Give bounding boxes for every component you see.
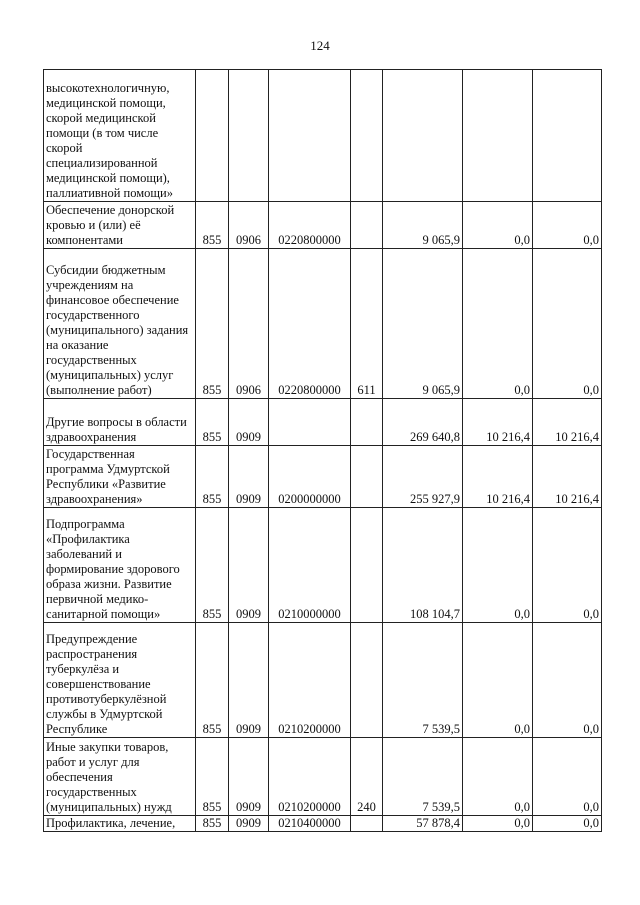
cell-amount: 255 927,9	[383, 446, 463, 508]
cell-ministry: 855	[196, 623, 229, 738]
cell-expense	[351, 508, 383, 623]
cell-target	[269, 399, 351, 446]
cell-amount	[383, 70, 463, 202]
cell-amount: 57 878,4	[383, 816, 463, 832]
cell-col6: 0,0	[463, 738, 533, 816]
table-row	[44, 816, 602, 832]
cell-ministry: 855	[196, 738, 229, 816]
cell-section: 0909	[229, 816, 269, 832]
cell-expense	[351, 623, 383, 738]
cell-section: 0909	[229, 399, 269, 446]
cell-ministry: 855	[196, 508, 229, 623]
cell-col7: 0,0	[533, 202, 602, 249]
cell-amount: 9 065,9	[383, 202, 463, 249]
table-row	[44, 738, 602, 816]
cell-col6: 10 216,4	[463, 399, 533, 446]
cell-expense	[351, 816, 383, 832]
cell-col6: 0,0	[463, 623, 533, 738]
cell-amount: 269 640,8	[383, 399, 463, 446]
cell-col7: 0,0	[533, 249, 602, 399]
page-number: 124	[310, 38, 330, 53]
cell-col6: 0,0	[463, 508, 533, 623]
cell-expense: 240	[351, 738, 383, 816]
cell-name: Субсидии бюджетным учреждениям на финансовое обеспечение государственного (муниципального) задания на оказание государственных (муниципальных) услуг (выполнение работ)	[44, 249, 196, 399]
cell-name: Предупреждение распространения туберкулёза и совершенствование противотуберкулёзной службы в Удмуртской Республике	[44, 623, 196, 738]
cell-target: 0220800000	[269, 249, 351, 399]
table-row	[44, 202, 602, 249]
cell-name: Другие вопросы в области здравоохранения	[44, 399, 196, 446]
cell-name: Государственная программа Удмуртской Республики «Развитие здравоохранения»	[44, 446, 196, 508]
cell-col6	[463, 70, 533, 202]
cell-target: 0220800000	[269, 202, 351, 249]
cell-amount: 7 539,5	[383, 738, 463, 816]
cell-target: 0200000000	[269, 446, 351, 508]
cell-target: 0210400000	[269, 816, 351, 832]
cell-col7: 0,0	[533, 623, 602, 738]
cell-expense	[351, 399, 383, 446]
cell-name: Профилактика, лечение,	[44, 816, 196, 832]
cell-ministry: 855	[196, 399, 229, 446]
cell-target: 0210000000	[269, 508, 351, 623]
table-row	[44, 623, 602, 738]
table-row	[44, 399, 602, 446]
cell-col7: 0,0	[533, 738, 602, 816]
table-row	[44, 249, 602, 399]
cell-section: 0909	[229, 623, 269, 738]
cell-target: 0210200000	[269, 623, 351, 738]
cell-amount: 7 539,5	[383, 623, 463, 738]
cell-ministry: 855	[196, 249, 229, 399]
cell-name: Иные закупки товаров, работ и услуг для обеспечения государственных (муниципальных) нужд	[44, 738, 196, 816]
cell-ministry: 855	[196, 202, 229, 249]
cell-expense	[351, 202, 383, 249]
cell-col7: 10 216,4	[533, 446, 602, 508]
cell-col6: 10 216,4	[463, 446, 533, 508]
cell-col6: 0,0	[463, 202, 533, 249]
table-row	[44, 70, 602, 202]
cell-expense	[351, 446, 383, 508]
budget-table	[43, 69, 602, 832]
cell-col7: 10 216,4	[533, 399, 602, 446]
cell-col7: 0,0	[533, 816, 602, 832]
cell-expense	[351, 70, 383, 202]
cell-col6: 0,0	[463, 816, 533, 832]
cell-section: 0909	[229, 738, 269, 816]
cell-ministry: 855	[196, 816, 229, 832]
cell-col7	[533, 70, 602, 202]
cell-expense: 611	[351, 249, 383, 399]
cell-name: Обеспечение донорской кровью и (или) её компонентами	[44, 202, 196, 249]
table-row	[44, 446, 602, 508]
cell-ministry	[196, 70, 229, 202]
cell-target	[269, 70, 351, 202]
cell-amount: 9 065,9	[383, 249, 463, 399]
table-row	[44, 508, 602, 623]
cell-col7: 0,0	[533, 508, 602, 623]
cell-target: 0210200000	[269, 738, 351, 816]
cell-section: 0906	[229, 202, 269, 249]
cell-section	[229, 70, 269, 202]
cell-ministry: 855	[196, 446, 229, 508]
cell-amount: 108 104,7	[383, 508, 463, 623]
cell-name: высокотехнологичную, медицинской помощи, скорой медицинской помощи (в том числе скорой специализированной медицинской помощи), паллиативной помощи»	[44, 70, 196, 202]
cell-section: 0906	[229, 249, 269, 399]
cell-section: 0909	[229, 446, 269, 508]
cell-col6: 0,0	[463, 249, 533, 399]
cell-section: 0909	[229, 508, 269, 623]
cell-name: Подпрограмма «Профилактика заболеваний и формирование здорового образа жизни. Развитие первичной медико-санитарной помощи»	[44, 508, 196, 623]
